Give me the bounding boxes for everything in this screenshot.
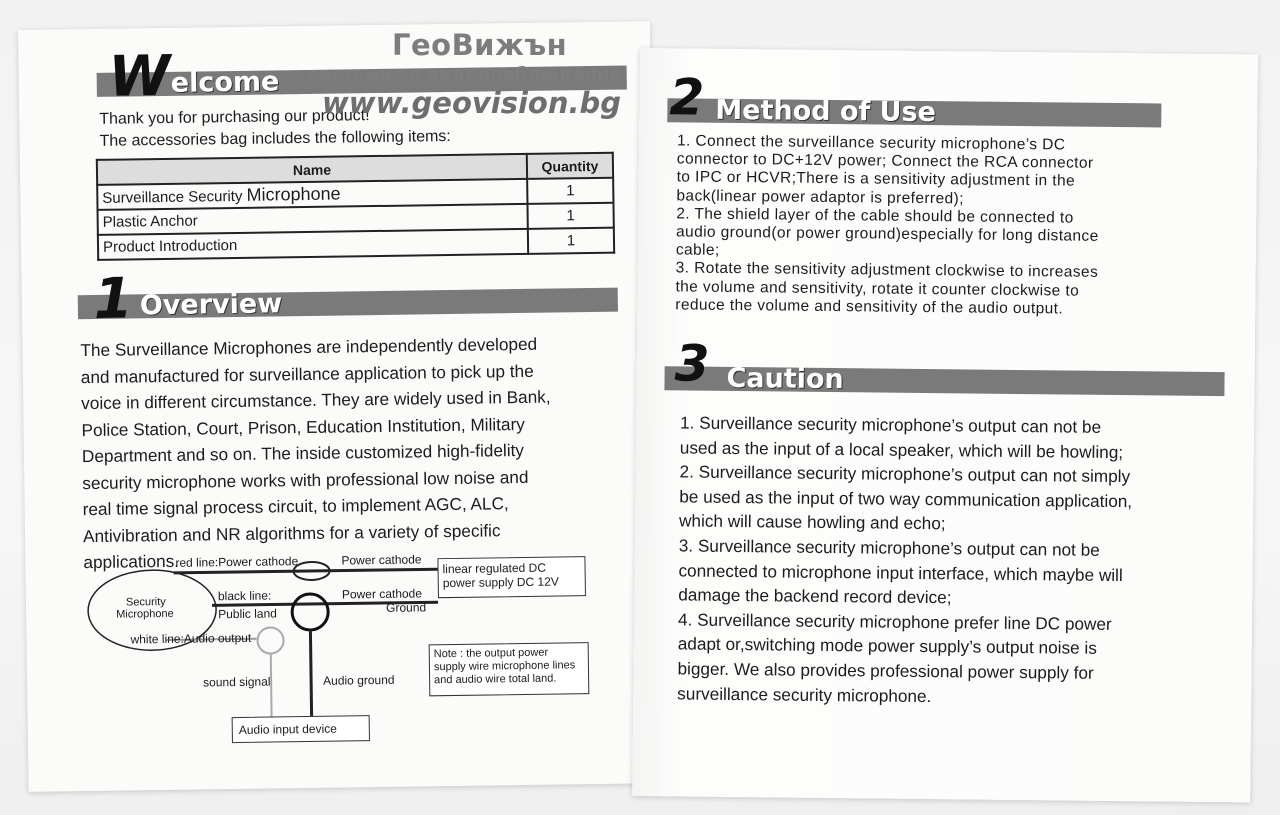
caution-line: 1. Surveillance security microphone’s output can not be (679, 412, 1102, 437)
caution-line: surveillance security microphone. (677, 682, 932, 706)
red-line-label: red line:Power cathode (175, 554, 299, 570)
caution-line: be used as the input of two way communication application, (679, 486, 1133, 511)
power-cathode-top-label: Power cathode (341, 552, 422, 568)
caution-line: 4. Surveillance security microphone prefer line DC power (677, 609, 1112, 634)
table-header-quantity: Quantity (527, 153, 613, 179)
method-line: back(linear power adaptor is preferred); (676, 186, 964, 208)
method-line: cable; (675, 241, 720, 260)
method-line: the volume and sensitivity, rotate it counter clockwise to (675, 278, 1080, 300)
method-number: 2 (669, 68, 705, 127)
left-page (18, 21, 661, 792)
overview-line: applications. (83, 550, 180, 573)
white-joint (257, 627, 283, 653)
overview-line: Antivibration and NR algorithms for a variety of specific (82, 519, 501, 546)
power-supply-line-2: power supply DC 12V (442, 574, 559, 591)
caution-line: which will cause howling and echo; (678, 510, 946, 534)
overview-line: and manufactured for surveillance application to pick up the (80, 360, 534, 387)
welcome-big-letter: W (108, 43, 171, 110)
welcome-intro: The accessories bag includes the following items: (99, 127, 451, 150)
method-heading: Method of Use (715, 94, 937, 129)
watermark-tagline: системи за видеонаблюдение (308, 64, 623, 85)
overview-line: Police Station, Court, Prison, Education Institution, Military (81, 413, 525, 440)
overview-line: security microphone works with professional low noise and (82, 466, 529, 493)
audio-wire (271, 654, 272, 717)
welcome-heading: elcome (170, 66, 280, 99)
method-body (675, 132, 1099, 318)
ground-joint (292, 594, 328, 630)
method-line: reduce the volume and sensitivity of the audio output. (675, 296, 1064, 318)
caution-line: 3. Surveillance security microphone’s output can not be (678, 535, 1100, 560)
audio-input-box (232, 715, 370, 743)
audio-input-label: Audio input device (238, 721, 337, 737)
method-line: 2. The shield layer of the cable should be connected to (676, 205, 1074, 227)
note-line-1: Note : the output power (433, 646, 549, 661)
method-line: 3. Rotate the sensitivity adjustment clockwise to increases (675, 259, 1099, 282)
method-line: 1. Connect the surveillance security microphone’s DC (676, 132, 1066, 154)
table-cell-name: Product Introduction (98, 229, 528, 260)
table-cell-name-emph: Microphone (246, 183, 341, 205)
power-cathode-mid-label: Power cathode (341, 586, 423, 602)
red-wire (174, 569, 438, 573)
caution-heading: Caution (726, 362, 844, 396)
note-line-3: and audio wire total land. (434, 672, 557, 687)
caution-body (677, 410, 1133, 710)
watermark-brand: ГеоВижън (392, 28, 568, 62)
white-line-label: white line:Audio output (130, 630, 252, 647)
public-land-label: Public land (218, 606, 277, 622)
wiring-diagram (18, 21, 661, 792)
method-line: connector to DC+12V power; Connect the RCA connector (676, 150, 1094, 172)
overview-line: The Surveillance Microphones are independently developed (80, 333, 538, 361)
audio-ground-label: Audio ground (323, 672, 395, 688)
method-line: to IPC or HCVR;There is a sensitivity adjustment in the (676, 168, 1076, 190)
ground-wire (310, 630, 311, 716)
mic-label-2: Microphone (116, 607, 174, 621)
overview-line: voice in different circumstance. They are widely used in Bank, (81, 386, 551, 414)
table-cell-qty: 1 (527, 178, 613, 204)
table-cell-qty: 1 (528, 228, 614, 254)
caution-line: adapt or,switching mode power supply’s output noise is (677, 633, 1097, 659)
table-cell-name-text: Surveillance Security (102, 187, 247, 207)
caution-line: used as the input of a local speaker, which will be howling; (679, 437, 1124, 462)
table-cell-qty: 1 (527, 203, 613, 229)
overview-line: Department and so on. The inside customized high-fidelity (81, 439, 525, 467)
watermark-url: www.geovision.bg (322, 86, 622, 120)
right-page (632, 48, 1258, 802)
ground-label: Ground (386, 600, 427, 615)
overview-line: real time signal process circuit, to implement AGC, ALC, (82, 493, 509, 520)
caution-line: 2. Surveillance security microphone’s output can not simply (679, 461, 1131, 487)
power-supply-box (437, 556, 586, 598)
table-header-name: Name (97, 154, 527, 185)
note-box (429, 642, 590, 696)
welcome-thanks: Thank you for purchasing our product! (99, 107, 370, 128)
table-cell-name: Plastic Anchor (98, 204, 528, 235)
power-supply-line-1: linear regulated DC (442, 560, 547, 577)
mic-label-1: Security (125, 595, 166, 609)
caution-number: 3 (674, 334, 710, 393)
caution-line: damage the backend record device; (678, 584, 952, 608)
black-line-label: black line: (217, 588, 272, 604)
overview-number: 1 (93, 266, 134, 332)
caution-line: connected to microphone input interface, which maybe will (678, 559, 1123, 585)
caution-line: bigger. We also provides professional power supply for (677, 658, 1094, 683)
method-line: audio ground(or power ground)especially for long distance (675, 223, 1099, 245)
note-line-2: supply wire microphone lines (433, 659, 576, 674)
sound-signal-label: sound signal (203, 674, 271, 690)
overview-heading: Overview (139, 288, 283, 322)
